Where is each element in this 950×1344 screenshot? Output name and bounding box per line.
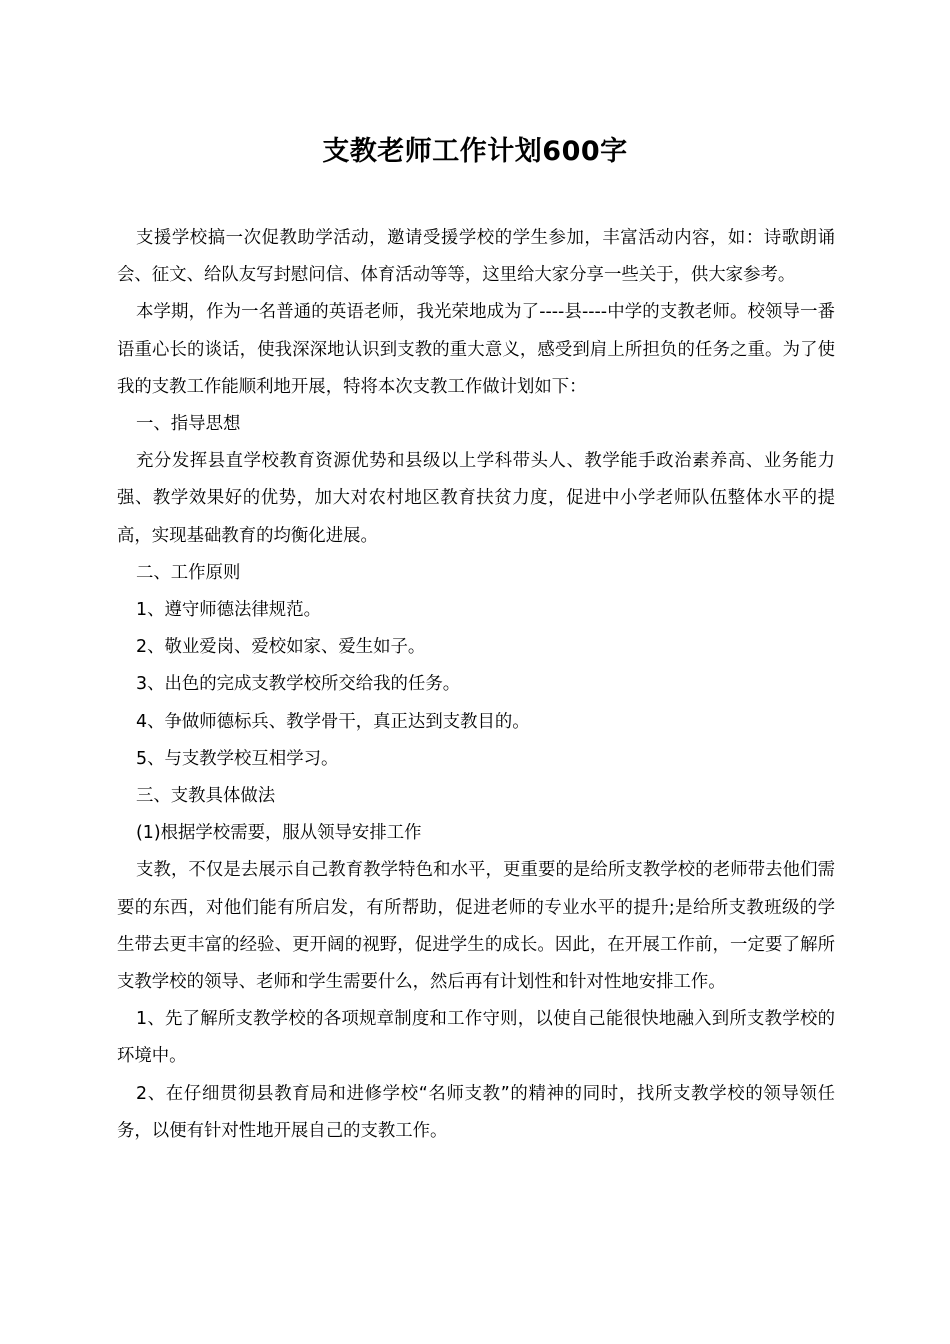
principle-item-4: 4、争做师德标兵、教学骨干，真正达到支教目的。 — [136, 711, 530, 732]
paragraph-background: 本学期，作为一名普通的英语老师，我光荣地成为了----县----中学的支教老师。校领导一番语重心长的谈话，使我深深地认识到支教的重大意义，感受到肩上所担负的任务之重。为了使我的支教工作能顺利地开展，特将本次支教工作做计划如下： — [117, 302, 835, 397]
document-title: 支教老师工作计划600字 — [322, 136, 628, 167]
section-heading-guiding-thought: 一、指导思想 — [136, 414, 241, 435]
principle-item-5: 5、与支教学校互相学习。 — [136, 748, 339, 769]
principle-item-1: 1、遵守师德法律规范。 — [136, 600, 321, 621]
paragraph-intro: 支援学校搞一次促教助学活动，邀请受援学校的学生参加，丰富活动内容，如：诗歌朗诵会、征文、给队友写封慰问信、体育活动等等，这里给大家分享一些关于，供大家参考。 — [117, 228, 835, 286]
document-body — [117, 220, 835, 1150]
paragraph-method-description: 支教，不仅是去展示自己教育教学特色和水平，更重要的是给所支教学校的老师带去他们需要的东西，对他们能有所启发，有所帮助，促进老师的专业水平的提升;是给所支教班级的学生带去更丰富的经验、更开阔的视野，促进学生的成长。因此，在开展工作前，一定要了解所支教学校的领导、老师和学生需要什么，然后再有计划性和针对性地安排工作。 — [117, 860, 835, 993]
principle-item-3: 3、出色的完成支教学校所交给我的任务。 — [136, 674, 461, 695]
method-item-1: 1、先了解所支教学校的各项规章制度和工作守则，以使自己能很快地融入到所支教学校的环境中。 — [117, 1009, 835, 1067]
method-item-2: 2、在仔细贯彻县教育局和进修学校“名师支教”的精神的同时，找所支教学校的领导领任务，以便有针对性地开展自己的支教工作。 — [117, 1083, 835, 1141]
section-heading-methods: 三、支教具体做法 — [136, 786, 276, 807]
section-heading-work-principles: 二、工作原则 — [136, 562, 241, 583]
principle-item-2: 2、敬业爱岗、爱校如家、爱生如子。 — [136, 637, 426, 658]
paragraph-guiding-thought: 充分发挥县直学校教育资源优势和县级以上学科带头人、教学能手政治素养高、业务能力强、教学效果好的优势，加大对农村地区教育扶贫力度，促进中小学老师队伍整体水平的提高，实现基础教育的均衡化进展。 — [117, 451, 835, 546]
subheading-method-1: (1)根据学校需要，服从领导安排工作 — [136, 823, 422, 844]
